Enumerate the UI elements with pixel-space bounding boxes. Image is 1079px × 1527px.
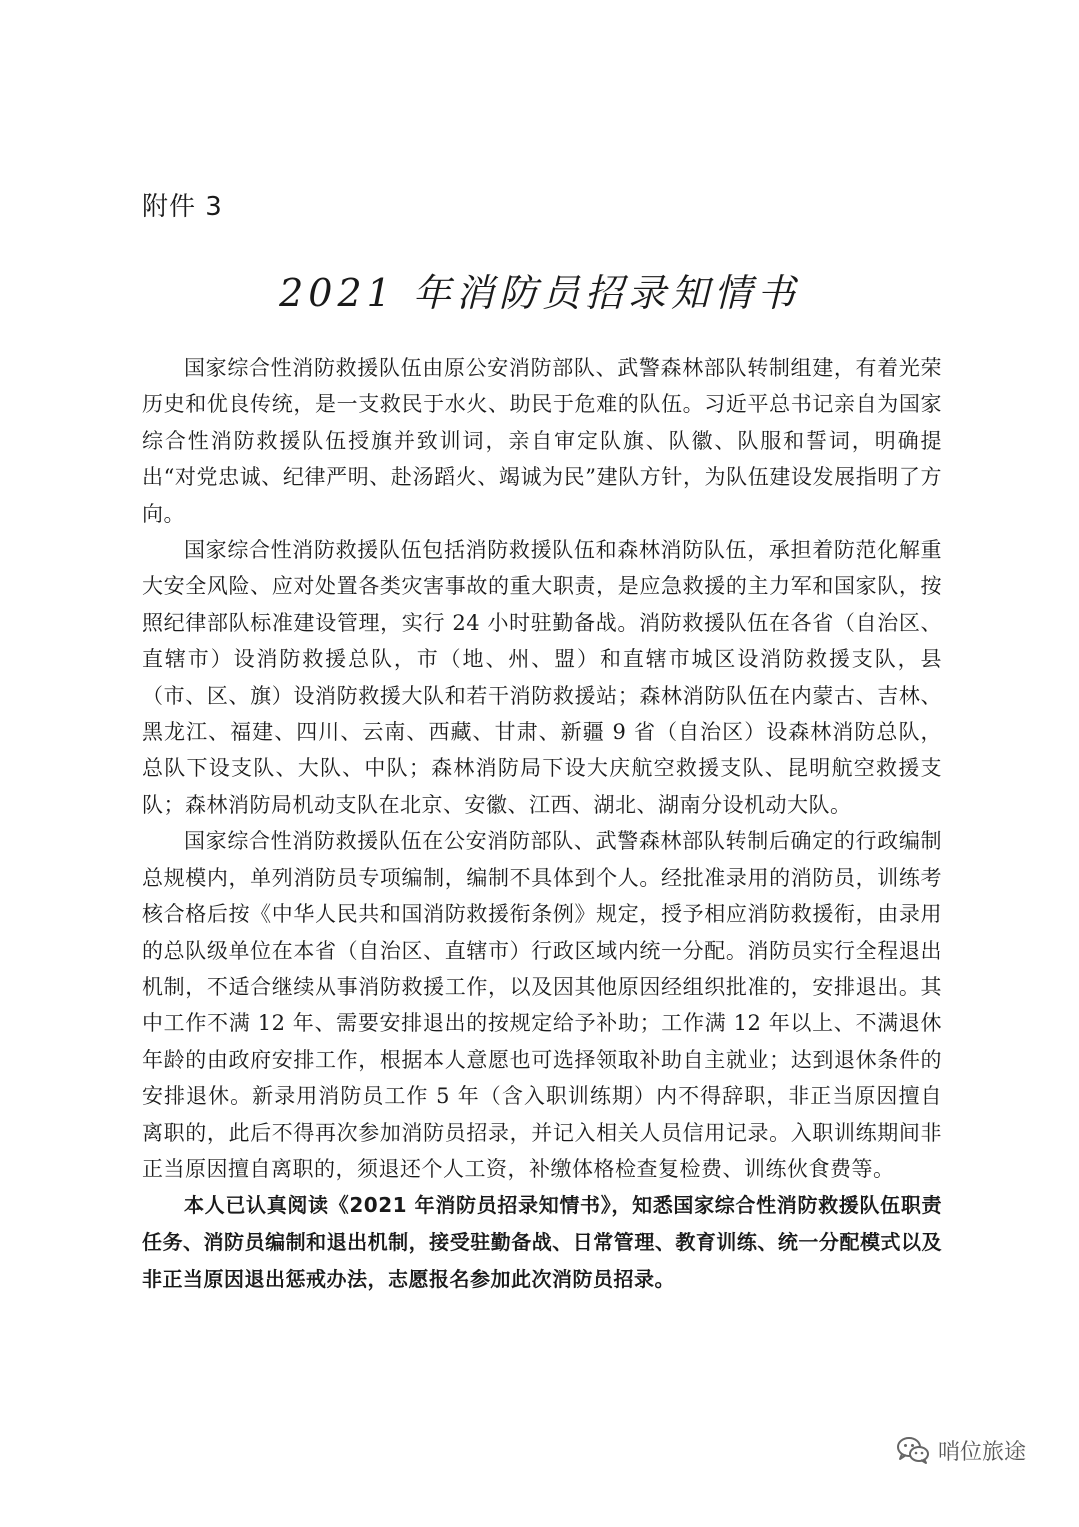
paragraph-3: 国家综合性消防救援队伍在公安消防部队、武警森林部队转制后确定的行政编制总规模内，单列消防员专项编制，编制不具体到个人。经批准录用的消防员，训练考核合格后按《中华人民共和国消防救援衔条例》规定，授予相应消防救援衔，由录用的总队级单位在本省（自治区、直辖市）行政区域内统一分配。消防员实行全程退出机制，不适合继续从事消防救援工作，以及因其他原因经组织批准的，安排退出。其中工作不满 12 年、需要安排退出的按规定给予补助；工作满 12 年以上、不满退休年龄的由政府安排工作，根据本人意愿也可选择领取补助自主就业；达到退休条件的安排退休。新录用消防员工作 5 年（含入职训练期）内不得辞职，非正当原因擅自离职的，此后不得再次参加消防员招录，并记入相关人员信用记录。入职训练期间非正当原因擅自离职的，须退还个人工资，补缴体格检查复检费、训练伙食费等。 <box>142 829 942 1181</box>
watermark <box>896 1430 1026 1470</box>
document-title: 2021 年消防员招录知情书 <box>279 271 800 315</box>
paragraph-1: 国家综合性消防救援队伍由原公安消防部队、武警森林部队转制组建，有着光荣历史和优良传统，是一支救民于水火、助民于危难的队伍。习近平总书记亲自为国家综合性消防救援队伍授旗并致训词，亲自审定队旗、队徽、队服和誓词，明确提出“对党忠诚、纪律严明、赴汤蹈火、竭诚为民”建队方针，为队伍建设发展指明了方向。 <box>142 356 942 526</box>
wechat-icon <box>896 1435 930 1465</box>
watermark-text: 哨位旅途 <box>938 1439 1027 1465</box>
attachment-label: 附件 3 <box>142 192 223 222</box>
paragraph-2: 国家综合性消防救援队伍包括消防救援队伍和森林消防队伍，承担着防范化解重大安全风险、应对处置各类灾害事故的重大职责，是应急救援的主力军和国家队，按照纪律部队标准建设管理，实行 24 小时驻勤备战。消防救援队伍在各省（自治区、直辖市）设消防救援总队，市（地、州、盟）和直辖市城区设消防救援支队，县（市、区、旗）设消防救援大队和若干消防救援站；森林消防队伍在内蒙古、吉林、黑龙江、福建、四川、云南、西藏、甘肃、新疆 9 省（自治区）设森林消防总队，总队下设支队、大队、中队；森林消防局下设大庆航空救援支队、昆明航空救援支队；森林消防局机动支队在北京、安徽、江西、湖北、湖南分设机动大队。 <box>142 538 942 817</box>
document-body <box>142 350 942 1298</box>
declaration-paragraph: 本人已认真阅读《2021 年消防员招录知情书》，知悉国家综合性消防救援队伍职责任务、消防员编制和退出机制，接受驻勤备战、日常管理、教育训练、统一分配模式以及非正当原因退出惩戒办法，志愿报名参加此次消防员招录。 <box>142 1193 942 1292</box>
